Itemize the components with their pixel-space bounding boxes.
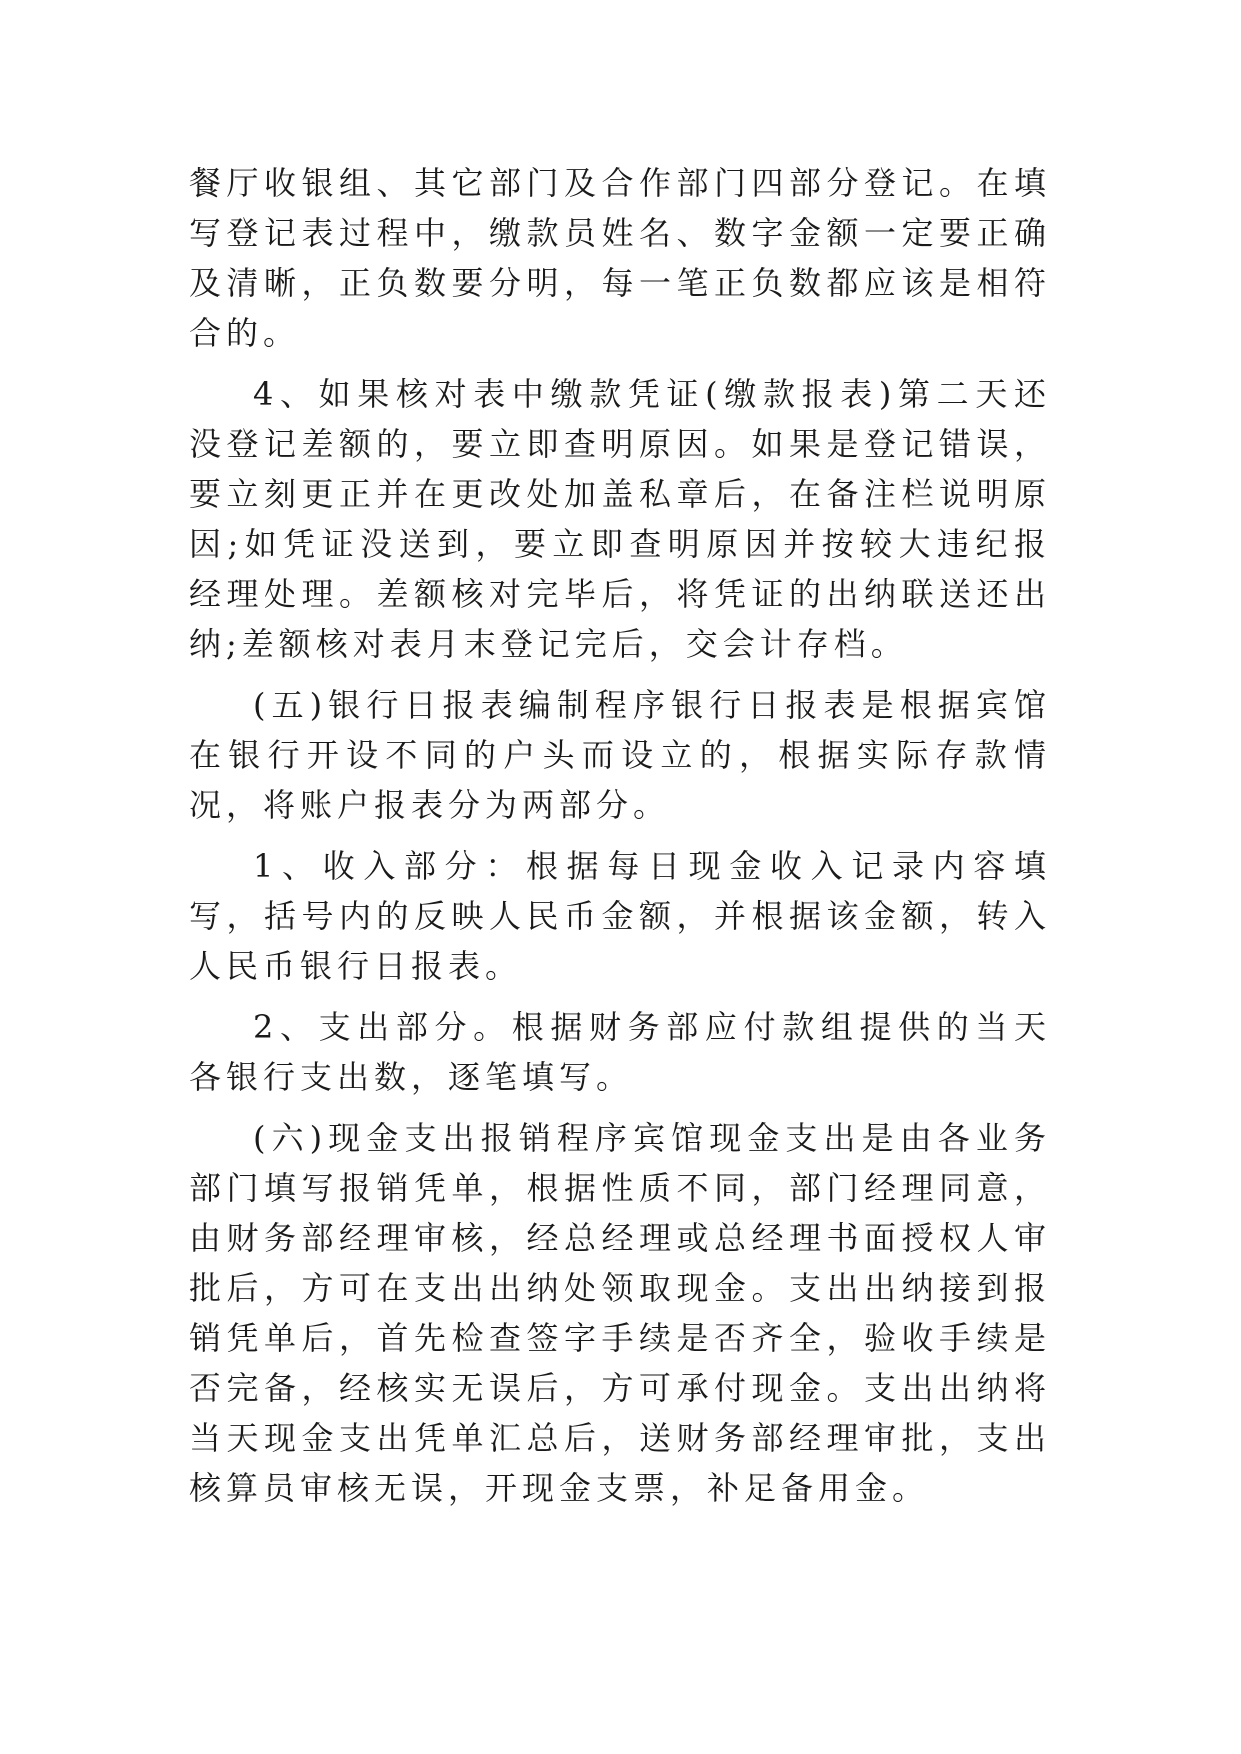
- paragraph-cash-reimbursement: (六)现金支出报销程序宾馆现金支出是由各业务部门填写报销凭单，根据性质不同，部门经理同意，由财务部经理审核，经总经理或总经理书面授权人审批后，方可在支出出纳处领取现金。支出出纳接到报销凭单后，首先检查签字手续是否齐全，验收手续是否完备，经核实无误后，方可承付现金。支出出纳将当天现金支出凭单汇总后，送财务部经理审批，支出核算员审核无误，开现金支票，补足备用金。: [189, 1119, 1051, 1507]
- document-body: [189, 158, 1051, 1524]
- paragraph-income-section: 1、收入部分：根据每日现金收入记录内容填写，括号内的反映人民币金额，并根据该金额，转入人民币银行日报表。: [189, 847, 1051, 985]
- paragraph-registration-categories: 餐厅收银组、其它部门及合作部门四部分登记。在填写登记表过程中，缴款员姓名、数字金额一定要正确及清晰，正负数要分明，每一笔正负数都应该是相符合的。: [189, 164, 1051, 352]
- paragraph-bank-daily-report: (五)银行日报表编制程序银行日报表是根据宾馆在银行开设不同的户头而设立的，根据实际存款情况，将账户报表分为两部分。: [189, 686, 1051, 824]
- paragraph-discrepancy-check: 4、如果核对表中缴款凭证(缴款报表)第二天还没登记差额的，要立即查明原因。如果是登记错误，要立刻更正并在更改处加盖私章后，在备注栏说明原因;如凭证没送到，要立即查明原因并按较大违纪报经理处理。差额核对完毕后，将凭证的出纳联送还出纳;差额核对表月末登记完后，交会计存档。: [189, 375, 1051, 663]
- paragraph-expense-section: 2、支出部分。根据财务部应付款组提供的当天各银行支出数，逐笔填写。: [189, 1008, 1051, 1096]
